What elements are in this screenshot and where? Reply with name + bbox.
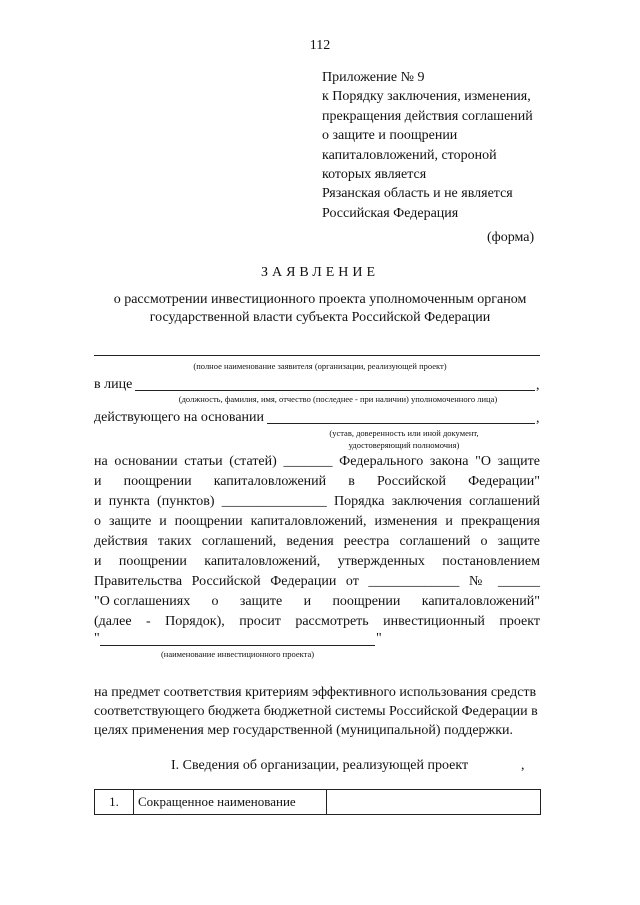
row-label: Сокращенное наименование (134, 790, 327, 815)
body-word: (далее (94, 614, 132, 629)
appendix-line: о защите и поощрении (322, 128, 458, 144)
acting-basis-label: действующего на основании (94, 410, 265, 425)
body-word: защите (239, 594, 283, 609)
appendix-line: капиталовложений, стороной (322, 147, 497, 163)
purpose-line: целях применения мер государственной (муниципальной) поддержки. (94, 723, 514, 738)
body-text: о защите и поощрении капиталовложений, изменения и прекращения (94, 514, 540, 529)
table-row (95, 790, 541, 815)
appendix-line: Приложение № 9 (322, 70, 425, 85)
body-line (94, 454, 540, 470)
appendix-header (322, 68, 533, 223)
body-word: проект (499, 614, 540, 629)
body-word: постановлением (442, 554, 540, 569)
body-line (94, 574, 540, 590)
body-line (94, 594, 540, 610)
body-word: просит (239, 614, 281, 629)
purpose-line: на предмет соответствия критериям эффективного использования средств (94, 685, 537, 700)
purpose-paragraph (94, 683, 540, 740)
document-subtitle (0, 291, 640, 327)
body-word: и (303, 594, 312, 609)
body-word: рассмотреть (295, 614, 369, 629)
body-line (94, 514, 540, 530)
appendix-line: которых является (322, 167, 427, 183)
body-text: действия таких соглашений, ведения реестра соглашений о защите (94, 534, 540, 549)
row-value-cell[interactable] (327, 790, 541, 815)
body-line (94, 614, 540, 630)
body-word: инвестиционный (383, 614, 485, 629)
page-number: 112 (309, 38, 331, 53)
appendix-line: к Порядку заключения, изменения, (322, 89, 531, 105)
body-line (94, 494, 540, 510)
body-word: и (94, 474, 102, 489)
subtitle-line: о рассмотрении инвестиционного проекта уполномоченным органом (113, 292, 527, 307)
project-caption: (наименование инвестиционного проекта) (160, 649, 315, 659)
body-line (94, 534, 540, 550)
body-text: на основании статьи (статей) _______ Федерального закона "О защите (94, 454, 540, 469)
body-word: поощрении (123, 474, 192, 489)
body-word: "О соглашениях (94, 594, 191, 609)
document-title: ЗАЯВЛЕНИЕ (260, 265, 380, 280)
applicant-caption: (полное наименование заявителя (организации, реализующей проект) (193, 361, 447, 371)
acting-caption-1: (устав, доверенность или иной документ, (329, 428, 479, 438)
acting-caption-2: удостоверяющий полномочия) (348, 440, 460, 450)
appendix-line: прекращения действия соглашений (322, 108, 533, 124)
section-trailing-mark: , (521, 758, 525, 773)
body-word: поощрении (332, 594, 401, 609)
body-word: в (348, 474, 355, 489)
row-number: 1. (95, 790, 134, 815)
purpose-line: соответствующего бюджета бюджетной системы Российской Федерации в (94, 704, 538, 719)
comma-mark: , (536, 378, 540, 393)
body-word: Российской (377, 474, 446, 489)
body-line (94, 474, 540, 490)
in-person-label: в лице (94, 377, 133, 392)
form-label: (форма) (487, 230, 535, 245)
body-word: о (211, 594, 219, 609)
section-heading: I. Сведения об организации, реализующей проект (171, 758, 469, 773)
acting-basis-field[interactable] (267, 423, 535, 424)
body-word: Порядок), (165, 614, 225, 629)
body-text: и пункта (пунктов) _______________ Порядка заключения соглашений (94, 494, 540, 509)
body-word: капиталовложений" (421, 594, 540, 609)
in-person-field[interactable] (135, 390, 535, 391)
body-word: утвержденных (337, 554, 425, 569)
comma-mark: , (536, 411, 540, 426)
body-word: капиталовложений, (204, 554, 321, 569)
body-word: капиталовложений (213, 474, 327, 489)
appendix-line: Российская Федерация (322, 205, 459, 221)
body-word: поощрении (118, 554, 187, 569)
quote-open: " (94, 631, 100, 646)
organization-info-table (94, 789, 541, 815)
applicant-name-field[interactable] (94, 355, 540, 356)
subtitle-line: государственной власти субъекта Российской Федерации (149, 310, 491, 325)
in-person-caption: (должность, фамилия, имя, отчество (последнее - при наличии) уполномоченного лица) (178, 394, 498, 404)
body-text: Правительства Российской Федерации от _____________ № ______ (94, 574, 540, 589)
appendix-line: Рязанская область и не является (322, 186, 513, 202)
body-word: - (146, 614, 151, 629)
project-name-field[interactable] (100, 645, 375, 646)
body-line (94, 554, 540, 570)
body-word: и (94, 554, 102, 569)
quote-close: " (376, 631, 382, 646)
body-word: Федерации" (468, 474, 540, 489)
